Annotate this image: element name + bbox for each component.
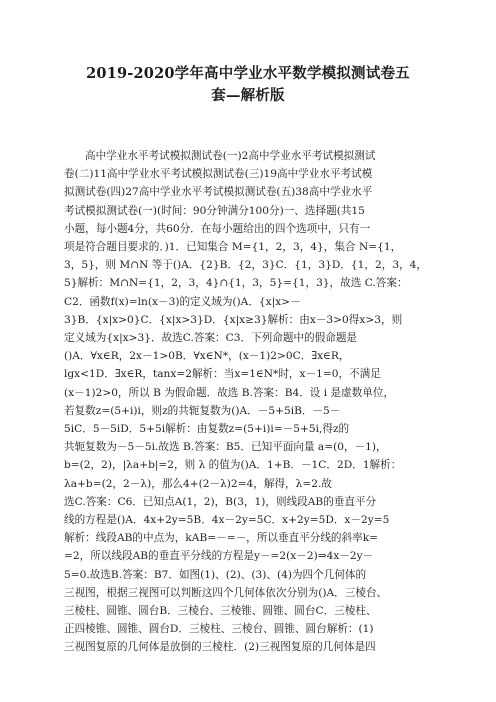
- body-line: 正四棱锥、圆锥、圆台D．三棱柱、三棱台、圆锥、圆台解析：(1): [64, 623, 374, 636]
- document-title-line1: 2019-2020学年高中学业水平数学模拟测试卷五: [86, 65, 410, 82]
- body-line: (x－1)2>0，所以 B 为假命题．故选 B.答案：B4．设 i 是虚数单位，: [64, 386, 395, 399]
- body-line: 三视图复原的几何体是放倒的三棱柱．(2)三视图复原的几何体是四: [64, 641, 376, 654]
- body-line: 解析：线段AB的中点为，kAB=－=－，所以垂直平分线的斜率k=: [64, 532, 378, 545]
- body-line: b=(2，2)，|λa+b|=2，则 λ 的值为()A．1+B．－1C．2D．1解析：: [64, 459, 402, 472]
- body-line: =2，所以线段AB的垂直平分线的方程是y－=2(x－2)⇒4x－2y－: [64, 550, 374, 563]
- body-line: 定义域为{x|x>3}．故选C.答案：C3．下列命题中的假命题是: [64, 332, 358, 345]
- body-line: 5iC．5－5iD．5+5i解析：由复数z=(5+i)i=－5+5i,得z的: [64, 423, 350, 436]
- document-title-line2: 套—解析版: [211, 87, 285, 104]
- body-line: 高中学业水平考试模拟测试卷(一)2高中学业水平考试模拟测试: [85, 150, 376, 162]
- body-line: 共轭复数为－5－5i.故选 B.答案：B5．已知平面向量 a=(0，－1)，: [64, 441, 387, 454]
- body-line: 线的方程是()A．4x+2y=5B．4x－2y=5C．x+2y=5D．x－2y=5: [64, 514, 390, 527]
- body-line: 3，5}，则 M∩N 等于()A．{2}B．{2，3}C．{1，3}D．{1，2，3，4，: [64, 259, 427, 272]
- body-line: 卷(二)11高中学业水平考试模拟测试卷(三)19高中学业水平考试模: [64, 168, 373, 181]
- body-line: 小题，每小题4分，共60分．在每小题给出的四个选项中，只有一: [64, 222, 371, 235]
- body-line: 项是符合题目要求的．)1．已知集合 M={1，2，3，4}，集合 N={1，: [64, 241, 402, 254]
- body-line: λa+b=(2，2－λ)，那么4+(2－λ)2=4，解得，λ=2.故: [64, 477, 332, 490]
- body-line: 三棱柱、圆锥、圆台B．三棱台、三棱锥、圆锥、圆台C．三棱柱、: [64, 605, 377, 618]
- body-line: C2．函数f(x)=ln(x－3)的定义域为()A．{x|x>－: [64, 295, 301, 308]
- body-line: 三视图，根据三视图可以判断这四个几何体依次分别为()A．三棱台、: [64, 586, 388, 599]
- body-line: 考试模拟测试卷(一)(时间：90分钟满分100分)一、选择题(共15: [64, 204, 365, 217]
- body-line: ()A．∀x∈R，2x－1>0B．∀x∈N*，(x－1)2>0C．∃x∈R，: [64, 350, 350, 363]
- document-body: [64, 147, 436, 657]
- body-line: 3}B．{x|x>0}C．{x|x>3}D．{x|x≥3}解析：由x－3>0得x>3，则: [64, 313, 403, 326]
- body-line: 选C.答案：C6．已知点A(1，2)，B(3，1)，则线段AB的垂直平分: [64, 495, 377, 508]
- body-line: lgx<1D．∃x∈R，tanx=2解析：当x=1∈N*时，x－1=0，不满足: [64, 368, 381, 381]
- body-line: 5=0.故选B.答案：B7．如图(1)、(2)、(3)、(4)为四个几何体的: [64, 568, 367, 581]
- body-line: 拟测试卷(四)27高中学业水平考试模拟测试卷(五)38高中学业水平: [64, 186, 373, 199]
- body-line: 5}解析：M∩N={1，2，3，4}∩{1，3，5}={1，3}，故选 C.答案：: [64, 277, 408, 290]
- body-line: 若复数z=(5+i)i，则z的共轭复数为()A．－5+5iB．－5－: [64, 404, 341, 417]
